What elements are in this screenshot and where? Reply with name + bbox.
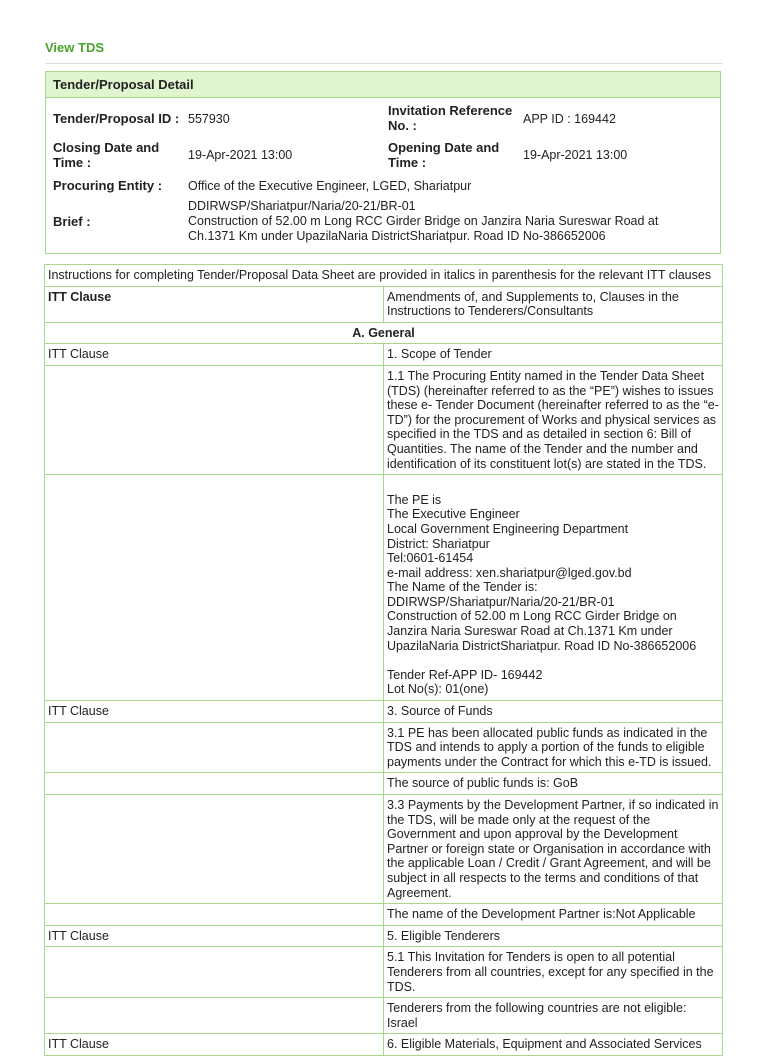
itt-clause-header: ITT Clause xyxy=(45,286,384,322)
eligible-title: 5. Eligible Tenderers xyxy=(384,925,723,947)
itt-clause-label: ITT Clause xyxy=(45,701,384,723)
table-row xyxy=(45,475,723,701)
table-row xyxy=(45,701,723,723)
amendments-header: Amendments of, and Supplements to, Clauses in the Instructions to Tenderers/Consultants xyxy=(384,286,723,322)
empty-cell xyxy=(45,947,384,998)
empty-cell xyxy=(45,904,384,926)
opening-date-value: 19-Apr-2021 13:00 xyxy=(523,148,628,162)
pe-info: The PE is The Executive Engineer Local Government Engineering Department District: Shariatpur Tel:0601-61454 e-mail address: xen.shariatpur@lged.gov.bd The Name of the Tender is: DDIRWSP/Shariatpur/Naria/20-21/BR-01 Construction of 52.00 m Long RCC Girder Bridge on Janzira Naria Sureswar Road at Ch.1371 Km under UpazilaNaria DistrictShariatpur. Road ID No-386652006 Tender Ref-APP ID- 169442 Lot No(s): 01(one) xyxy=(384,475,723,701)
itt-clause-label: ITT Clause xyxy=(45,344,384,366)
tender-id-value: 557930 xyxy=(188,112,230,126)
procuring-entity-value: Office of the Executive Engineer, LGED, Shariatpur xyxy=(188,179,472,193)
detail-row-brief xyxy=(46,199,720,249)
empty-cell xyxy=(45,722,384,773)
tender-detail-panel xyxy=(45,71,721,254)
invitation-ref-label: Invitation Reference No. : xyxy=(388,103,513,133)
empty-cell xyxy=(45,475,384,701)
table-row xyxy=(45,286,723,322)
closing-date-value: 19-Apr-2021 13:00 xyxy=(188,148,293,162)
table-row xyxy=(45,904,723,926)
eligible-clause-5-1: 5.1 This Invitation for Tenders is open to all potential Tenderers from all countries, except for any specified in the TDS. xyxy=(384,947,723,998)
header-divider xyxy=(45,63,723,64)
table-row xyxy=(45,795,723,904)
tender-id-label: Tender/Proposal ID : xyxy=(53,111,180,126)
table-row xyxy=(45,322,723,344)
scope-clause-1-1: 1.1 The Procuring Entity named in the Tender Data Sheet (TDS) (hereinafter referred to as the “PE”) wishes to issues these e- Tender Document (hereinafter referred to as the “e-TD”) for the procurement of Works and physical services as specified in the TDS and as detailed in section 6: Bill of Quantities. The name of the Tender and the number and identification of its constituent lot(s) are stated in the TDS. xyxy=(384,365,723,474)
table-row xyxy=(45,947,723,998)
section-general-heading: A. General xyxy=(45,322,723,344)
table-row xyxy=(45,1034,723,1056)
empty-cell xyxy=(45,795,384,904)
table-row xyxy=(45,773,723,795)
dev-partner: The name of the Development Partner is:Not Applicable xyxy=(384,904,723,926)
table-row xyxy=(45,365,723,474)
table-row xyxy=(45,265,723,287)
empty-cell xyxy=(45,998,384,1034)
brief-value: DDIRWSP/Shariatpur/Naria/20-21/BR-01 Construction of 52.00 m Long RCC Girder Bridge on Janzira Naria Sureswar Road at Ch.1371 Km under UpazilaNaria DistrictShariatpur. Road ID No-386652006 xyxy=(188,199,659,243)
tds-table xyxy=(44,264,723,1056)
funds-title: 3. Source of Funds xyxy=(384,701,723,723)
table-row xyxy=(45,722,723,773)
closing-date-label: Closing Date and Time : xyxy=(53,140,160,170)
funds-clause-3-3: 3.3 Payments by the Development Partner, if so indicated in the TDS, will be made only at the request of the Government and upon approval by the Development Partner or foreign state or Organisation in accordance with the applicable Loan / Credit / Grant Agreement, and will be subject in all respects to the terms and conditions of that Agreement. xyxy=(384,795,723,904)
empty-cell xyxy=(45,365,384,474)
opening-date-label: Opening Date and Time : xyxy=(388,140,500,170)
itt-clause-label: ITT Clause xyxy=(45,925,384,947)
table-row xyxy=(45,344,723,366)
materials-title: 6. Eligible Materials, Equipment and Associated Services xyxy=(384,1034,723,1056)
table-row xyxy=(45,998,723,1034)
invitation-ref-value: APP ID : 169442 xyxy=(523,112,616,126)
itt-clause-label: ITT Clause xyxy=(45,1034,384,1056)
funds-clause-3-1: 3.1 PE has been allocated public funds as indicated in the TDS and intends to apply a portion of the funds to eligible payments under the Contract for which this e-TD is issued. xyxy=(384,722,723,773)
instructions-note: Instructions for completing Tender/Proposal Data Sheet are provided in italics in parenthesis for the relevant ITT clauses xyxy=(45,265,723,287)
funds-source: The source of public funds is: GoB xyxy=(384,773,723,795)
detail-row-dates xyxy=(46,139,720,175)
table-row xyxy=(45,925,723,947)
detail-row-id xyxy=(46,102,720,138)
scope-title: 1. Scope of Tender xyxy=(384,344,723,366)
detail-panel-title: Tender/Proposal Detail xyxy=(46,72,720,98)
detail-row-entity xyxy=(46,176,720,196)
brief-label: Brief : xyxy=(53,214,91,229)
empty-cell xyxy=(45,773,384,795)
procuring-entity-label: Procuring Entity : xyxy=(53,178,163,193)
not-eligible-countries: Tenderers from the following countries are not eligible: Israel xyxy=(384,998,723,1034)
view-tds-link[interactable]: View TDS xyxy=(45,40,105,55)
